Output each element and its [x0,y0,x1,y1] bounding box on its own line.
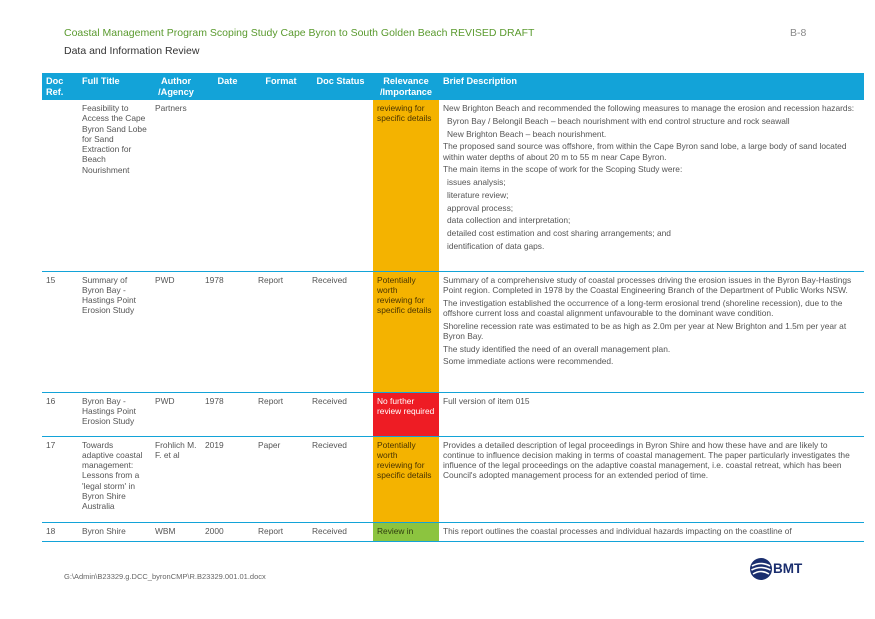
description-line: The proposed sand source was offshore, from within the Cape Byron sand lobe, a large body of sand located within water depths of about 20 m to 55 m near Cape Byron. [443,141,847,162]
cell-date: 1978 [201,392,254,436]
cell-doc-ref: 15 [42,271,78,392]
cell-full-title: Summary of Byron Bay - Hastings Point Erosion Study [78,271,151,392]
cell-date: 2000 [201,522,254,542]
description-line: Byron Bay / Belongil Beach – beach nourishment with end control structure and rock seawall [447,115,790,126]
col-header-date: Date [201,73,254,100]
description-line: identification of data gaps. [447,240,545,251]
cell-doc-status: Received [308,392,373,436]
description-line: Shoreline recession rate was estimated to be as high as 2.0m per year at New Brighton and 1.5m per year at Byron Bay. [443,320,847,341]
cell-relevance: Potentially worth reviewing for specific details [373,436,439,522]
description-line: The investigation established the occurrence of a long-term erosional trend (shoreline recession), due to the offshore current loss and coastal alignment unfavourable to the dominant wave condition. [443,297,843,318]
bmt-logo-icon [749,556,773,582]
cell-date [201,100,254,271]
cell-relevance: No further review required [373,392,439,436]
description-line: approval process; [447,202,514,213]
cell-date: 2019 [201,436,254,522]
description-line: Full version of item 015 [443,395,530,406]
cell-full-title: Byron Bay - Hastings Point Erosion Study [78,392,151,436]
cell-full-title: Byron Shire [78,522,151,542]
cell-doc-ref: 17 [42,436,78,522]
cell-brief-description [439,271,864,392]
col-header-author: Author /Agency [151,73,201,100]
table-row [42,522,864,542]
description-line: issues analysis; [447,177,506,187]
file-path: G:\Admin\B23329.g.DCC_byronCMP\R.B23329.001.01.docx [64,572,266,581]
cell-format: Report [254,522,308,542]
cell-brief-description [439,436,864,522]
section-title: Data and Information Review [64,45,200,57]
col-header-doc-ref: Doc Ref. [42,73,78,100]
description-line: Some immediate actions were recommended. [443,356,614,367]
bmt-logo [749,556,811,582]
cell-brief-description [439,392,864,436]
description-line: New Brighton Beach – beach nourishment. [447,128,607,139]
cell-relevance: Potentially worth reviewing for specific details [373,271,439,392]
cell-doc-ref [42,100,78,271]
cell-relevance: Review in [373,522,439,542]
cell-date: 1978 [201,271,254,392]
col-header-brief-description: Brief Description [439,73,864,100]
cell-author: Partners [151,100,201,271]
cell-format: Report [254,271,308,392]
table-row [42,436,864,522]
cell-brief-description [439,522,864,542]
col-header-full-title: Full Title [78,73,151,100]
description-line: New Brighton Beach and recommended the following measures to manage the erosion and recession hazards: [443,103,855,113]
table-row [42,271,864,392]
cell-author: WBM [151,522,201,542]
description-line: data collection and interpretation; [447,215,571,226]
cell-brief-description [439,100,864,271]
cell-doc-ref: 18 [42,522,78,542]
bmt-logo-text: BMT [773,561,803,576]
cell-doc-status: Recieved [308,436,373,522]
cell-author: PWD [151,392,201,436]
cell-author: PWD [151,271,201,392]
cell-doc-status: Received [308,522,373,542]
description-line: This report outlines the coastal processes and individual hazards impacting on the coastline of [443,525,792,536]
cell-full-title: Towards adaptive coastal management: Lessons from a 'legal storm' in Byron Shire Australia [78,436,151,522]
col-header-format: Format [254,73,308,100]
cell-format: Report [254,392,308,436]
cell-format: Paper [254,436,308,522]
data-review-table [42,73,864,542]
description-line: The main items in the scope of work for the Scoping Study were: [443,164,683,175]
col-header-doc-status: Doc Status [308,73,373,100]
cell-format [254,100,308,271]
cell-doc-ref: 16 [42,392,78,436]
description-line: The study identified the need of an overall management plan. [443,343,671,354]
table-row [42,392,864,436]
cell-full-title: Feasibility to Access the Cape Byron Sand Lobe for Sand Extraction for Beach Nourishment [78,100,151,271]
description-line: Summary of a comprehensive study of coastal processes driving the erosion issues in the Byron Bay-Hastings Point region. Completed in 1978 by the Coastal Engineering Branch of the Department of Public Works NSW. [443,274,852,295]
description-line: Provides a detailed description of legal proceedings in Byron Shire and how these have and are likely to continue to influence decision making in terms of coastal management. The paper particularly investigates the influence of the legal proceedings on the adaptive coastal management, i.e. coastal retreat, which has been Council's adopted management process for an extended period of time. [443,439,850,481]
table-header-row [42,73,864,100]
cell-author: Frohlich M. F. et al [151,436,201,522]
cell-doc-status [308,100,373,271]
table-body [42,100,864,542]
col-header-relevance: Relevance /Importance [373,73,439,100]
cell-relevance: reviewing for specific details [373,100,439,271]
cell-doc-status: Received [308,271,373,392]
description-line: detailed cost estimation and cost sharing arrangements; and [447,228,671,238]
table-row [42,100,864,271]
document-header-title: Coastal Management Program Scoping Study Cape Byron to South Golden Beach REVISED DRAFT [64,27,535,39]
description-line: literature review; [447,189,509,200]
page-number: B-8 [790,27,807,39]
